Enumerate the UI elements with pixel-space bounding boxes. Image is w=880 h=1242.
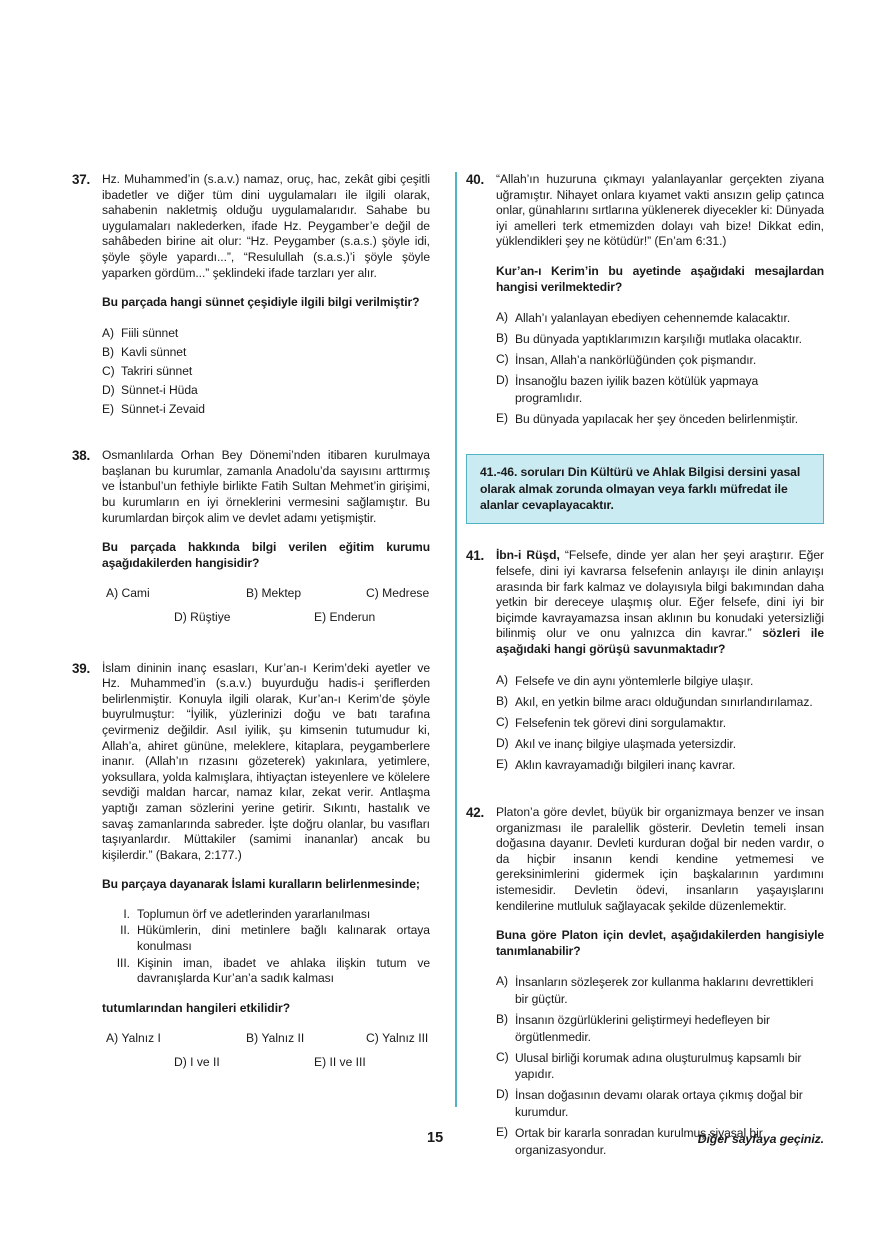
option-a[interactable] <box>496 310 824 327</box>
option-e-letter: E) <box>496 1125 508 1140</box>
option-e-text: Aklın kavrayamadığı bilgileri inanç kavrar. <box>515 757 736 772</box>
option-a[interactable] <box>102 326 430 342</box>
question-40-options <box>496 310 824 428</box>
option-e-letter: E) <box>314 1055 327 1070</box>
option-b-letter: B) <box>496 1012 508 1027</box>
option-c[interactable] <box>366 586 429 602</box>
option-d-text: Rüştiye <box>190 609 231 624</box>
option-c-letter: C) <box>102 363 115 378</box>
question-40 <box>466 172 824 432</box>
option-a-text: Fiili sünnet <box>121 325 179 340</box>
option-b[interactable] <box>496 331 824 348</box>
option-a-letter: A) <box>106 1031 119 1046</box>
option-e[interactable] <box>496 757 824 774</box>
option-d[interactable] <box>174 610 314 626</box>
option-d[interactable] <box>496 1087 824 1120</box>
question-38-stem: Bu parçada hakkında bilgi verilen eğitim kurumu aşağıdakilerden hangisidir? <box>102 540 430 570</box>
option-a[interactable] <box>496 673 824 690</box>
option-a[interactable] <box>106 1031 246 1047</box>
question-40-stem: Kur’an-ı Kerim’in bu ayetinde aşağıdaki mesajlardan hangisi verilmektedir? <box>496 263 824 294</box>
option-c-text: İnsan, Allah’a nankörlüğünden çok pişmandır. <box>515 353 757 368</box>
page-footer <box>72 1130 824 1152</box>
option-b-text: İnsanın özgürlüklerini geliştirmeyi hedefleyen bir örgütlenmedir. <box>515 1013 770 1044</box>
option-b[interactable] <box>102 345 430 361</box>
question-41-lead: İbn-i Rüşd, <box>496 548 560 563</box>
question-38-body <box>102 448 430 633</box>
option-b-text: Bu dünyada yaptıklarımızın karşılığı mutlaka olacaktır. <box>515 332 802 347</box>
option-e[interactable] <box>496 411 824 428</box>
question-37-options <box>102 326 430 418</box>
question-42-body <box>496 805 824 1163</box>
question-39 <box>72 661 430 1079</box>
option-c-letter: C) <box>366 586 379 601</box>
next-page-note: Diğer sayfaya geçiniz. <box>697 1132 824 1146</box>
page-number: 15 <box>427 1130 444 1146</box>
option-d[interactable] <box>496 373 824 406</box>
option-c[interactable] <box>496 715 824 732</box>
two-column-layout <box>72 172 824 1184</box>
question-42-passage: Platon’a göre devlet, büyük bir organizmaya benzer ve insan organizması ile paralellik gösterir. Devletin temeli insan doğasına dayanır. Devleti kurduran doğal bir neden vardır, o da hiçbir insanın kendi kendine yetmemesi ve gereksinimlerini gidermek için başkalarının yardımını istemesidir. Devletin ödevi, insanların yaşayışlarını kendilerine mutluluk sağlayacak şekilde düzenlemektir. <box>496 805 824 913</box>
option-e-letter: E) <box>496 411 508 426</box>
option-c-text: Yalnız III <box>382 1031 429 1046</box>
question-40-number: 40. <box>466 172 485 187</box>
option-c-text: Takriri sünnet <box>121 363 193 378</box>
option-c[interactable] <box>102 364 430 380</box>
option-d-letter: D) <box>174 1055 187 1070</box>
option-d-text: İnsanoğlu bazen iyilik bazen kötülük yapmaya programlıdır. <box>515 374 759 406</box>
option-e-text: Ortak bir kararla sonradan kurulmuş siyasal bir organizasyondur. <box>515 1126 763 1157</box>
option-a-letter: A) <box>496 310 508 325</box>
option-c-letter: C) <box>496 352 509 367</box>
question-39-options <box>102 1031 430 1070</box>
option-a-letter: A) <box>496 974 508 989</box>
option-e-text: Bu dünyada yapılacak her şey önceden belirlenmiştir. <box>515 412 799 427</box>
option-d[interactable] <box>496 736 824 753</box>
roman-item-3 <box>102 956 430 987</box>
option-c-text: Medrese <box>382 586 430 601</box>
section-notice-text: 41.-46. soruları Din Kültürü ve Ahlak Bilgisi dersini yasal olarak almak zorunda olmayan veya farklı müfredat ile alanlar cevaplayacaktır. <box>480 465 801 513</box>
option-e-letter: E) <box>496 756 508 771</box>
option-a-text: Yalnız I <box>121 1031 161 1046</box>
option-e-letter: E) <box>102 402 114 417</box>
question-41 <box>466 548 824 778</box>
option-a-letter: A) <box>496 672 508 687</box>
roman-numeral-1: I. <box>123 906 130 921</box>
question-38-number: 38. <box>72 448 91 464</box>
roman-numeral-2: II. <box>120 923 130 938</box>
question-42 <box>466 805 824 1163</box>
option-d-letter: D) <box>496 373 509 388</box>
question-37-stem: Bu parçada hangi sünnet çeşidiyle ilgili bilgi verilmiştir? <box>102 295 420 310</box>
option-d[interactable] <box>174 1055 314 1071</box>
question-41-body <box>496 548 824 778</box>
option-e[interactable] <box>102 402 430 418</box>
option-e[interactable] <box>314 1055 366 1071</box>
question-42-stem: Buna göre Platon için devlet, aşağıdakilerden hangisiyle tanımlanabilir? <box>496 928 824 958</box>
roman-item-2 <box>102 923 430 954</box>
question-38 <box>72 448 430 633</box>
roman-text-2: Hükümlerin, dini metinlere bağlı kalınarak ortaya konulması <box>137 923 430 954</box>
option-c-text: Ulusal birliği korumak adına oluşturulmuş kapsamlı bir yapıdır. <box>515 1050 802 1082</box>
option-a[interactable] <box>106 586 246 602</box>
option-a-text: Allah’ı yalanlayan ebediyen cehennemde kalacaktır. <box>515 311 791 326</box>
option-c[interactable] <box>496 352 824 369</box>
question-39-passage: İslam dininin inanç esasları, Kur’an-ı Kerim’deki ayetler ve Hz. Muhammed’in (s.a.v.) buyurduğu hadis-i şeriflerden belirlenmiştir. Konuyla ilgili olarak, Kur’an-ı Kerim’de şöyle buyrulmuştur: “İyilik, yüzlerinizi doğu ve batı tarafına çevirmeniz değildir. Asıl iyilik, şu kimsenin tutumudur ki, Allah’a, ahiret gününe, meleklere, kitaplara, peygamberlere inanır. (Allah’ın rızasını gözeterek) yakınlara, yetimlere, yoksullara, yolda kalmışlara, ihtiyaçtan isteyenlere ve kölelere sevdiği maldan harcar, namaz kılar, zekat verir. Antlaşma yaptığı zaman sözlerini yerine getirir. Sıkıntı, hastalık ve savaş zamanlarında sabreder. İşte doğru olanlar, bu vasıfları taşıyanlardır. Müttakiler (samimi inananlar) ancak bu kişilerdir.” (Bakara, 2:177.) <box>102 660 430 862</box>
option-e-letter: E) <box>314 609 327 624</box>
question-37 <box>72 172 430 421</box>
option-a-letter: A) <box>102 325 114 340</box>
option-b[interactable] <box>496 694 824 711</box>
option-b-letter: B) <box>496 693 508 708</box>
question-39-tail: tutumlarından hangileri etkilidir? <box>102 1000 291 1015</box>
options-row-2 <box>102 1055 430 1071</box>
options-row-1 <box>102 1031 430 1047</box>
option-b-letter: B) <box>246 1031 259 1046</box>
question-41-stem: sözleri ile aşağıdaki hangi görüşü savunmaktadır? <box>496 626 824 656</box>
question-40-passage: “Allah’ın huzuruna çıkmayı yalanlayanlar gerçekten ziyana uğramıştır. Nihayet onlara kıyamet vakti ansızın gelip çatınca onlar, günahlarını sırtlarına yüklenerek diyecekler ki: Dünyada iyi amelleri terk etmemizden dolayı vah bize! Dikkat edin, yüklendikleri şey ne kötüdür!” (En’am 6:31.) <box>496 172 824 249</box>
question-42-number: 42. <box>466 805 485 821</box>
roman-item-1 <box>102 907 430 923</box>
options-row-1 <box>102 586 430 602</box>
option-d-text: İnsan doğasının devamı olarak ortaya çıkmış doğal bir kurumdur. <box>515 1088 803 1120</box>
option-b[interactable] <box>246 1031 366 1047</box>
option-c-letter: C) <box>366 1031 379 1046</box>
roman-text-1: Toplumun örf ve adetlerinden yararlanılması <box>137 906 371 921</box>
question-39-roman-list <box>102 907 430 987</box>
option-d-letter: D) <box>102 383 115 398</box>
option-d-text: Sünnet-i Hüda <box>121 383 198 398</box>
left-column <box>72 172 430 1100</box>
option-b-text: Yalnız II <box>261 1031 305 1046</box>
option-b-letter: B) <box>496 331 508 346</box>
option-c-letter: C) <box>496 1049 509 1064</box>
option-d-letter: D) <box>496 735 509 750</box>
option-a-letter: A) <box>106 586 119 601</box>
option-b[interactable] <box>246 586 366 602</box>
option-e[interactable] <box>314 610 375 626</box>
option-e-text: Enderun <box>329 609 376 624</box>
question-41-quote: “Felsefe, dinde yer alan her şeyi araştırır. Eğer felsefe, dini iyi kavrarsa felsefenin anlayışı ile dinin anlayışı arasında bir fark kalmaz ve dolayısıyla bilgi bakımından daha yetkin bir dereceye ulaşmış olur. Eğer felsefe, dini iyi bir biçimde kavrayamazsa insan aklının bu konudaki yetersizliği bilinmiş olur ve onu yalnızca din kavrar.” <box>496 548 824 641</box>
option-b[interactable] <box>496 1012 824 1045</box>
roman-numeral-3: III. <box>116 955 130 970</box>
option-a-text: Felsefe ve din aynı yöntemlerle bilgiye ulaşır. <box>515 673 754 688</box>
question-38-passage: Osmanlılarda Orhan Bey Dönemi’nden itibaren kurulmaya başlanan bu kurumlar, zamanla Anadolu’da sayısını arttırmış ve İstanbul’un fethiyle birlikte Fatih Sultan Mehmet’in girişimi, bu kurumların en iyi örneklerini vermesini sağlamıştır. Bu kurumlardan birçok alim ve devlet adamı yetişmiştir. <box>102 448 430 525</box>
options-row-2 <box>102 610 430 626</box>
option-e-text: Sünnet-i Zevaid <box>121 402 205 417</box>
option-d[interactable] <box>102 383 430 399</box>
option-d-text: Akıl ve inanç bilgiye ulaşmada yetersizdir. <box>515 736 737 751</box>
option-b-text: Mektep <box>261 586 302 601</box>
option-b-letter: B) <box>102 344 114 359</box>
question-39-number: 39. <box>72 660 91 676</box>
roman-text-3: Kişinin iman, ibadet ve ahlaka ilişkin tutum ve davranışlarda Kur’an’a sadık kalması <box>137 955 430 986</box>
question-39-body <box>102 661 430 1079</box>
option-d-text: I ve II <box>190 1055 220 1070</box>
question-37-number: 37. <box>72 172 91 187</box>
question-41-options <box>496 673 824 774</box>
question-39-stem: Bu parçaya dayanarak İslami kuralların belirlenmesinde; <box>102 877 420 892</box>
option-c-text: Felsefenin tek görevi dini sorgulamaktır. <box>515 715 727 730</box>
option-a-text: Cami <box>121 586 150 601</box>
option-b-letter: B) <box>246 586 259 601</box>
question-41-passage <box>496 548 824 657</box>
question-37-body <box>102 172 430 421</box>
right-column <box>466 172 824 1184</box>
question-40-body <box>496 172 824 432</box>
question-37-passage: Hz. Muhammed’in (s.a.v.) namaz, oruç, hac, zekât gibi çeşitli ibadetler ve diğer tüm dini uygulamaları ile ilgili olarak, sahabenin nakletmiş olduğu uygulamalarıdır. Sahabe bu uygulamaları naklederken, ifade Hz. Peygamber’e değil de sahâbeden birine ait olur: “Hz. Peygamber (s.a.s.) şöyle idi, şöyle şöyle yapardı...”, “Resulullah (s.a.s.)’i şöyle şöyle yaparken gördüm...” şeklindeki ifade tarzları yer alır. <box>102 172 430 280</box>
option-c[interactable] <box>496 1050 824 1083</box>
option-a[interactable] <box>496 974 824 1007</box>
column-divider <box>455 172 457 1107</box>
option-c-letter: C) <box>496 714 509 729</box>
question-41-number: 41. <box>466 548 485 564</box>
option-b-text: Kavli sünnet <box>121 344 187 359</box>
question-38-options <box>102 586 430 625</box>
option-d-letter: D) <box>496 1087 509 1102</box>
option-e-text: II ve III <box>329 1055 366 1070</box>
option-d-letter: D) <box>174 609 187 624</box>
option-a-text: İnsanların sözleşerek zor kullanma haklarını devrettikleri bir güçtür. <box>515 975 814 1006</box>
option-c[interactable] <box>366 1031 428 1047</box>
option-b-text: Akıl, en yetkin bilme aracı olduğundan sınırlandırılamaz. <box>515 694 813 709</box>
section-notice-box <box>466 454 824 524</box>
